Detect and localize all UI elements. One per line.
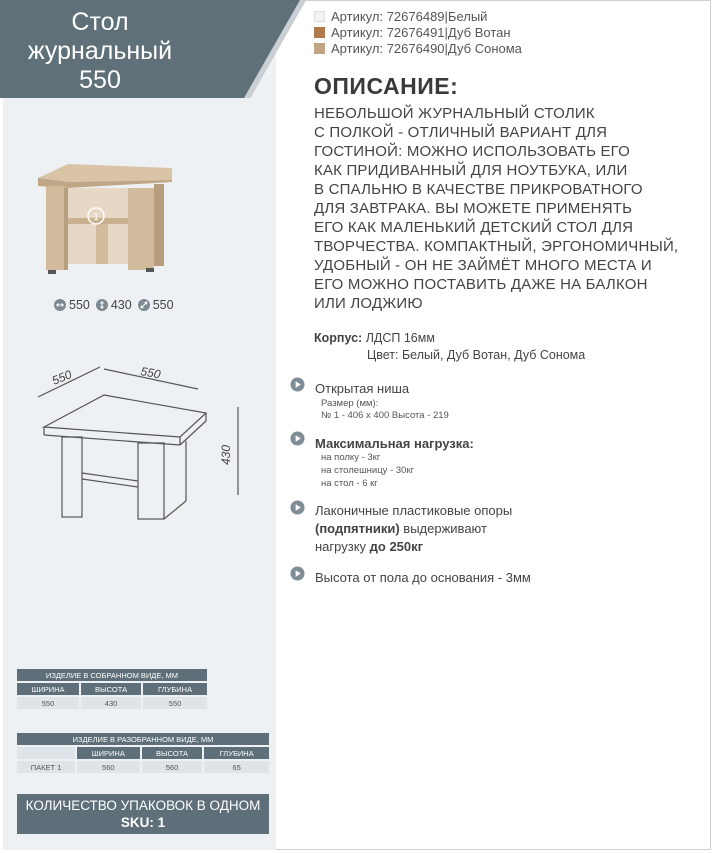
play-bullet-icon <box>290 500 305 515</box>
description-heading: ОПИСАНИЕ: <box>314 73 459 99</box>
variant-color: Дуб Сонома <box>447 40 522 56</box>
description-line: ДЛЯ ЗАВТРАКА. ВЫ МОЖЕТЕ ПРИМЕНЯТЬ <box>314 200 633 217</box>
variant-row: Артикул: 72676489 | Белый <box>314 8 487 24</box>
variant-article: Артикул: 72676490 <box>331 40 445 56</box>
product-title-line1: Стол <box>71 8 129 36</box>
product-title-line3: 550 <box>79 66 121 94</box>
swatch-dub-votan <box>314 27 325 38</box>
feature-supports-line1: Лаконичные пластиковые опоры <box>315 503 513 518</box>
description-line: ЕГО КАК МАЛЕНЬКИЙ ДЕТСКИЙ СТОЛ ДЛЯ <box>314 219 634 236</box>
table-header: ГЛУБИНА <box>204 747 269 759</box>
table-header: ВЫСОТА <box>81 683 141 695</box>
feature-height: Высота от пола до основания - 3мм <box>315 570 531 585</box>
drawing-width-label: 550 <box>139 364 162 382</box>
width-arrows-icon <box>54 299 66 311</box>
play-bullet-icon <box>290 431 305 446</box>
packed-table-title: ИЗДЕЛИЕ В РАЗОБРАННОМ ВИДЕ, ММ <box>17 733 269 745</box>
feature-niche-size-value: № 1 - 406 x 400 Высота - 219 <box>321 410 449 421</box>
description-line: ИЛИ ЛОДЖИЮ <box>314 295 423 312</box>
spec-color-value: Белый, Дуб Вотан, Дуб Сонома <box>401 348 586 362</box>
sku-box <box>17 794 269 834</box>
table-cell: 430 <box>81 697 141 709</box>
product-title-line2: журнальный <box>27 37 173 65</box>
table-cell: 560 <box>142 761 203 773</box>
swatch-dub-sonoma <box>314 43 325 54</box>
title-banner <box>0 0 306 98</box>
table-header: ШИРИНА <box>17 683 79 695</box>
spec-body-value: ЛДСП 16мм <box>365 331 435 345</box>
variant-row: Артикул: 72676490 | Дуб Сонома <box>314 40 522 56</box>
spec-body-label: Корпус: <box>314 331 363 345</box>
spec-color-label: Цвет: <box>367 348 399 362</box>
table-header: ШИРИНА <box>77 747 140 759</box>
table-row-label: ПАКЕТ 1 <box>17 761 75 773</box>
dim-depth-value: 550 <box>152 298 174 312</box>
feature-supports-max: до 250кг <box>369 539 424 554</box>
play-bullet-icon <box>290 377 305 392</box>
dim-height <box>96 298 132 312</box>
variant-row: Артикул: 72676491 | Дуб Вотан <box>314 24 511 40</box>
table-header: ГЛУБИНА <box>143 683 207 695</box>
description-line: В СПАЛЬНЮ В КАЧЕСТВЕ ПРИКРОВАТНОГО <box>314 181 643 198</box>
table-cell: 65 <box>204 761 269 773</box>
table-cell: 560 <box>77 761 140 773</box>
sku-line1: КОЛИЧЕСТВО УПАКОВОК В ОДНОМ <box>25 798 261 813</box>
swatch-white <box>314 11 325 22</box>
dim-height-value: 430 <box>110 298 132 312</box>
sku-line2: SKU: 1 <box>120 815 166 830</box>
dim-width-value: 550 <box>69 298 90 312</box>
table-header: ВЫСОТА <box>142 747 203 759</box>
variant-article: Артикул: 72676489 <box>331 8 445 24</box>
spec-body <box>314 331 435 345</box>
technical-drawing <box>30 355 260 525</box>
feature-load-item: на столешницу - 30кг <box>321 465 415 476</box>
dimension-row <box>54 298 180 312</box>
description-line: ТВОРЧЕСТВА. КОМПАКТНЫЙ, ЭРГОНОМИЧНЫЙ, <box>314 238 679 255</box>
shelf-badge-number: 1 <box>93 212 99 223</box>
feature-niche-title: Открытая ниша <box>315 381 410 396</box>
variant-color: Дуб Вотан <box>447 24 511 40</box>
description-line: НЕБОЛЬШОЙ ЖУРНАЛЬНЫЙ СТОЛИК <box>314 105 595 122</box>
description-line: КАК ПРИДИВАННЫЙ ДЛЯ НОУТБУКА, ИЛИ <box>314 162 628 179</box>
dim-depth <box>138 298 174 312</box>
feature-load-item: на полку - 3кг <box>321 452 381 463</box>
feature-load-title: Максимальная нагрузка: <box>315 436 474 451</box>
feature-supports-bold: (подпятники) <box>315 521 400 536</box>
packed-dimensions-table <box>15 731 271 775</box>
height-arrows-icon <box>96 299 108 311</box>
assembled-table-title: ИЗДЕЛИЕ В СОБРАННОМ ВИДЕ, ММ <box>17 669 207 681</box>
spec-color <box>367 348 585 362</box>
drawing-depth-label: 550 <box>49 367 74 388</box>
description-line: С ПОЛКОЙ - ОТЛИЧНЫЙ ВАРИАНТ ДЛЯ <box>314 124 608 141</box>
product-title <box>20 8 180 95</box>
table-cell: 550 <box>17 697 79 709</box>
dim-width <box>54 298 90 312</box>
variant-color: Белый <box>447 8 488 24</box>
drawing-height-label: 430 <box>219 444 233 465</box>
description-body <box>314 104 679 313</box>
description-line: ЕГО МОЖНО ПОСТАВИТЬ ДАЖЕ НА БАЛКОН <box>314 276 648 293</box>
feature-load-item: на стол - 6 кг <box>321 478 378 489</box>
assembled-dimensions-table <box>15 667 209 711</box>
table-cell: 550 <box>143 697 207 709</box>
feature-supports: Лаконичные пластиковые опоры (подпятники) выдерживают нагрузку до 250кг <box>315 503 513 554</box>
feature-niche-size-label: Размер (мм): <box>321 398 379 409</box>
description-line: УДОБНЫЙ - ОН НЕ ЗАЙМЁТ МНОГО МЕСТА И <box>314 257 652 274</box>
depth-arrows-icon <box>138 299 150 311</box>
description-line: ГОСТИНОЙ: МОЖНО ИСПОЛЬЗОВАТЬ ЕГО <box>314 143 631 160</box>
product-photo <box>34 160 184 280</box>
variant-article: Артикул: 72676491 <box>331 24 445 40</box>
play-bullet-icon <box>290 566 305 581</box>
